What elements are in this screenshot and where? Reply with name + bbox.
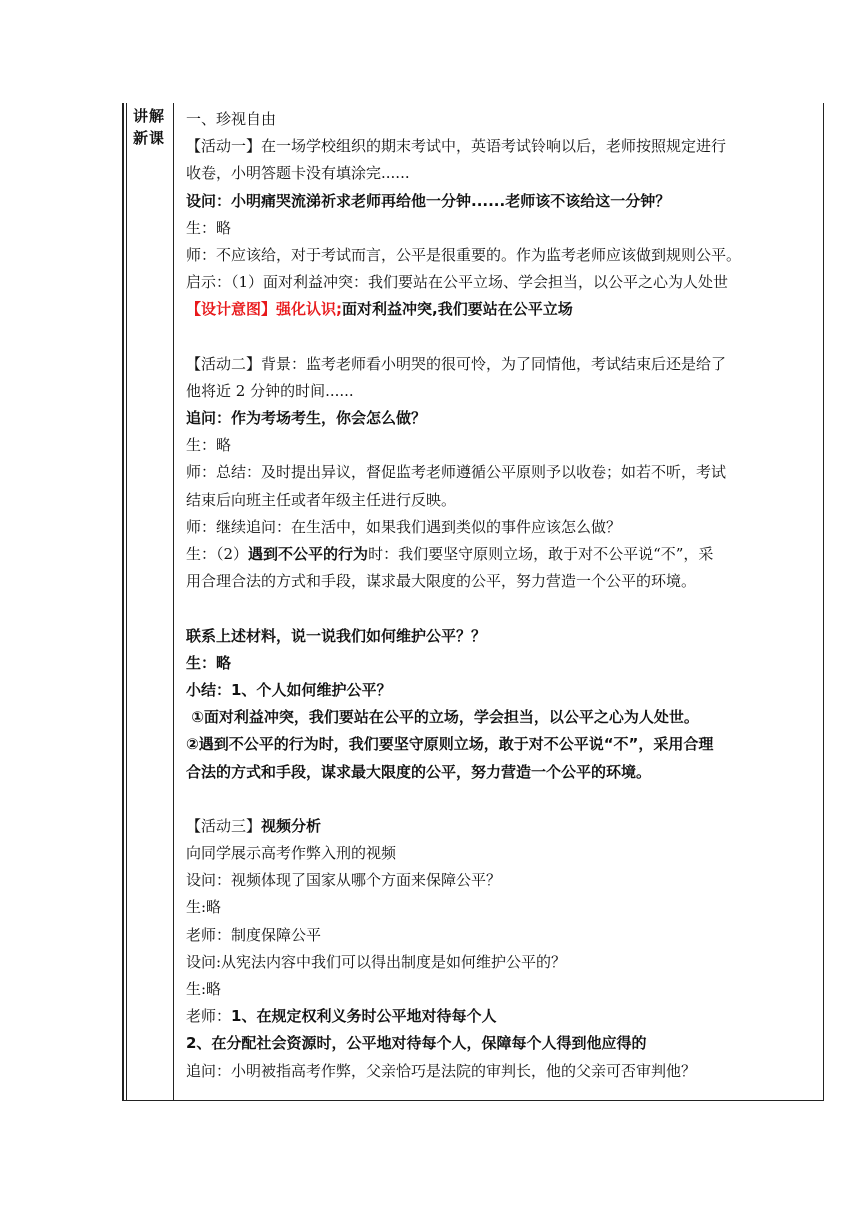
question-four: 设问:从宪法内容中我们可以得出制度是如何维护公平的？ (186, 952, 567, 971)
teacher-follow-up: 师：继续追问：在生活中，如果我们遇到类似的事件应该怎么做？ (186, 517, 622, 536)
teacher-response: 师：不应该给，对于考试而言，公平是很重要的。作为监考老师应该做到规则公平。 (186, 245, 742, 264)
activity-one-intro-cont: 收卷，小明答题卡没有填涂完...... (186, 164, 410, 183)
design-intent-text: 面对利益冲突,我们要站在公平立场 (342, 300, 573, 319)
activity-three-title: 视频分析 (261, 816, 322, 835)
follow-up-question: 追问：作为考场考生，你会怎么做？ (186, 409, 427, 428)
student-answer: 生:略 (186, 898, 222, 917)
student-insight-two-key: 遇到不公平的行为 (248, 545, 369, 563)
spacer (186, 595, 822, 622)
discussion-prompt: 联系上述材料，说一说我们如何维护公平？？ (186, 626, 487, 645)
question-one: 设问：小明痛哭流涕祈求老师再给他一分钟......老师该不该给这一分钟？ (186, 191, 671, 210)
activity-one-intro: 【活动一】在一场学校组织的期末考试中，英语考试铃响以后，老师按照规定进行 (186, 137, 727, 156)
teacher-summary-cont: 结束后向班主任或者年级主任进行反映。 (186, 490, 457, 509)
row-label: 讲解新课 (133, 107, 166, 147)
spacer (186, 324, 822, 351)
student-insight-two-text: 时：我们要坚守原则立场，敢于对不公平说“不”，采 (368, 545, 714, 563)
insight-one: 启示：（1）面对利益冲突：我们要站在公平立场、学会担当，以公平之心为人处世 (186, 273, 729, 292)
student-insight-two-cont: 用合理合法的方式和手段，谋求最大限度的公平，努力营造一个公平的环境。 (186, 572, 697, 591)
teacher-point-two: 2、在分配社会资源时，公平地对待每个人，保障每个人得到他应得的 (186, 1034, 647, 1053)
section-heading: 一、珍视自由 (186, 110, 277, 128)
summary-point-two-cont: 合法的方式和手段，谋求最大限度的公平，努力营造一个公平的环境。 (186, 762, 652, 781)
student-answer: 生：略 (186, 653, 232, 672)
summary-point-two: ②遇到不公平的行为时，我们要坚守原则立场，敢于对不公平说“不”，采用合理 (186, 735, 714, 754)
row-label-cell (123, 103, 174, 1100)
lesson-table (122, 103, 824, 1101)
summary-point-one: ①面对利益冲突，我们要站在公平的立场，学会担当，以公平之心为人处世。 (186, 708, 699, 727)
teacher-answer: 老师：制度保障公平 (186, 925, 322, 944)
student-answer: 生：略 (186, 218, 232, 237)
follow-up-question-final: 追问：小明被指高考作弊，父亲恰巧是法院的审判长，他的父亲可否审判他？ (186, 1061, 697, 1080)
teacher-summary: 师：总结：及时提出异议，督促监考老师遵循公平原则予以收卷；如若不听，考试 (186, 463, 727, 482)
summary-heading: 小结：1、个人如何维护公平？ (186, 680, 392, 699)
teacher-label: 老师： (186, 1007, 232, 1026)
design-intent (186, 296, 822, 323)
activity-three-label: 【活动三】 (186, 816, 262, 835)
activity-two-intro: 【活动二】背景：监考老师看小明哭的很可怜，为了同情他，考试结束后还是给了 (186, 354, 727, 373)
lesson-content (186, 106, 822, 1085)
teacher-point-one-text: 1、在规定权利义务时公平地对待每个人 (231, 1007, 497, 1026)
activity-two-intro-cont: 他将近 2 分钟的时间...... (186, 381, 354, 400)
student-insight-two (186, 541, 822, 568)
student-insight-two-prefix: 生：（2） (186, 545, 249, 563)
design-intent-label: 【设计意图】强化认识; (186, 300, 342, 319)
activity-three-heading (186, 813, 822, 840)
teacher-point-one (186, 1003, 822, 1030)
student-answer: 生:略 (186, 980, 222, 998)
student-answer: 生：略 (186, 436, 232, 455)
spacer (186, 786, 822, 813)
video-description: 向同学展示高考作弊入刑的视频 (186, 844, 397, 863)
question-three: 设问：视频体现了国家从哪个方面来保障公平？ (186, 871, 502, 890)
